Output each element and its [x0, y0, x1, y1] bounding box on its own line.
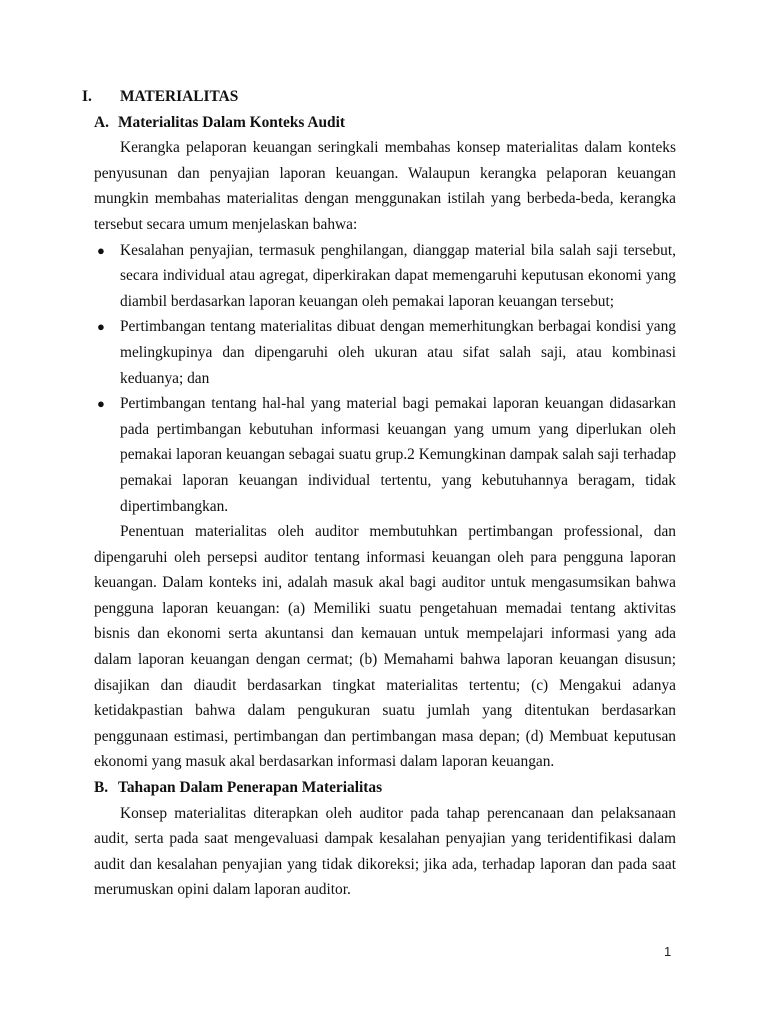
bullet-text: Pertimbangan tentang hal-hal yang material bagi pemakai laporan keuangan didasarkan pada pertimbangan kebutuhan informasi keuangan yang umum yang diperlukan oleh pemakai laporan keuangan sebagai suatu grup.2 Kemungkinan dampak salah saji terhadap pemakai laporan keuangan individual tertentu, yang kebutuhannya beragam, tidak dipertimbangkan.: [120, 395, 677, 515]
subsection-a-paragraph-2: Penentuan materialitas oleh auditor membutuhkan pertimbangan professional, dan dipengaruhi oleh persepsi auditor tentang informasi keuangan oleh para pengguna laporan keuangan. Dalam konteks ini, adalah masuk akal bagi auditor untuk mengasumsikan bahwa pengguna laporan keuangan: (a) Memiliki suatu pengetahuan memadai tentang aktivitas bisnis dan ekonomi serta akuntansi dan kemauan untuk mempelajari informasi yang ada dalam laporan keuangan dengan cermat; (b) Memahami bahwa laporan keuangan disusun; disajikan dan diaudit berdasarkan tingkat materialitas tertentu; (c) Mengakui adanya ketidakpastian bahwa dalam pengukuran suatu jumlah yang ditentukan berdasarkan penggunaan estimasi, pertimbangan dan pertimbangan masa depan; (d) Membuat keputusan ekonomi yang masuk akal berdasarkan informasi dalam laporan keuangan.: [94, 523, 676, 771]
bullet-icon: ●: [97, 319, 105, 335]
bullet-list: [94, 238, 676, 520]
subsection-b-number: B.: [94, 779, 109, 797]
subsection-a-title: Materialitas Dalam Konteks Audit: [118, 113, 346, 131]
subsection-b-heading: [94, 775, 676, 801]
bullet-item: [94, 314, 676, 391]
section-number: I.: [82, 88, 92, 105]
subsection-a-number: A.: [94, 113, 109, 131]
page-number: 1: [664, 944, 672, 959]
page-content: [82, 84, 677, 903]
bullet-item: [94, 238, 676, 315]
bullet-text: Kesalahan penyajian, termasuk penghilangan, dianggap material bila salah saji tersebut, secara individual atau agregat, diperkirakan dapat memengaruhi keputusan ekonomi yang diambil berdasarkan laporan keuangan oleh pemakai laporan keuangan tersebut;: [120, 241, 676, 310]
subsection-b-paragraph: Konsep materialitas diterapkan oleh auditor pada tahap perencanaan dan pelaksanaan audit, serta pada saat mengevaluasi dampak kesalahan penyajian yang teridentifikasi dalam audit dan kesalahan penyajian yang tidak dikoreksi; jika ada, terhadap laporan dan pada saat merumuskan opini dalam laporan auditor.: [94, 804, 676, 899]
section-heading: [82, 84, 676, 110]
bullet-item: [94, 391, 676, 519]
subsection-b-title: Tahapan Dalam Penerapan Materialitas: [118, 779, 383, 797]
subsection-a-intro: Kerangka pelaporan keuangan seringkali membahas konsep materialitas dalam konteks penyusunan dan penyajian laporan keuangan. Walaupun kerangka pelaporan keuangan mungkin membahas materialitas dengan menggunakan istilah yang berbeda-beda, kerangka tersebut secara umum menjelaskan bahwa:: [94, 139, 676, 233]
subsection-a-heading: [94, 110, 676, 136]
bullet-text: Pertimbangan tentang materialitas dibuat dengan memerhitungkan berbagai kondisi yang melingkupinya dan dipengaruhi oleh ukuran atau sifat salah saji, atau kombinasi keduanya; dan: [120, 318, 676, 387]
bullet-icon: ●: [97, 396, 105, 412]
bullet-icon: ●: [97, 242, 105, 258]
section-title: MATERIALITAS: [120, 88, 239, 105]
